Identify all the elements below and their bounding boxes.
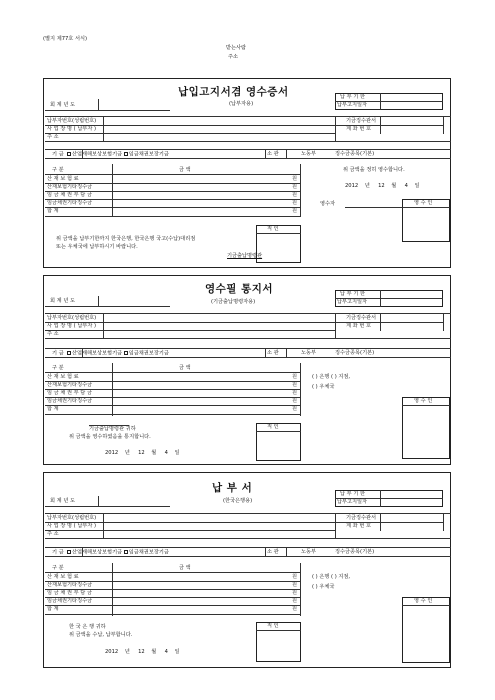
seal-label: 직 인 <box>267 226 279 232</box>
jurisdiction-label: 소 관 <box>267 549 279 555</box>
won: 원 <box>292 374 298 380</box>
seal-label: 직 인 <box>267 424 279 430</box>
address-label: 주 소 <box>47 331 59 337</box>
row-premium: 산 재 보 험 료 <box>47 574 79 580</box>
col-category: 구 분 <box>52 365 64 371</box>
jurisdiction-label: 소 관 <box>267 350 279 356</box>
stamp-box <box>402 397 450 459</box>
address-label: 주 소 <box>47 531 59 537</box>
recipient-address: 주소 <box>228 54 239 60</box>
col-category: 구 분 <box>52 167 64 173</box>
notice-date-label: 납부고지일자 <box>337 102 368 108</box>
issuer: 기금출납명령관 귀하 <box>89 426 136 432</box>
office-label: 기금징수관서 <box>346 515 377 521</box>
note-line-1: 위 금액을 납부기한까지 한국은행, 한국은행 국고(수납)대리점 <box>56 236 196 242</box>
won: 원 <box>292 582 298 588</box>
col-amount: 금 액 <box>179 167 191 173</box>
biz-name-label: 사 업 장 명 ( 납부자 ) <box>47 323 97 329</box>
col-amount: 금 액 <box>179 565 191 571</box>
won: 원 <box>292 382 298 388</box>
payment-date: 2012 년 12 월 4 일 <box>105 649 180 655</box>
row-other-1: 산재보험기타징수금 <box>47 184 93 190</box>
col-amount: 금 액 <box>179 365 191 371</box>
office-label: 기금징수관서 <box>346 315 377 321</box>
stamp-box <box>402 597 450 663</box>
type-label: 징수금종목(기본) <box>335 151 375 157</box>
row-other-2: 임금채권기타징수금 <box>47 200 93 206</box>
ministry-value: 노동부 <box>301 350 317 356</box>
stamp-label: 영 수 인 <box>414 398 433 404</box>
won: 원 <box>292 208 298 214</box>
won: 원 <box>292 200 298 206</box>
section-subtitle: (기금출납명령자용) <box>211 299 256 305</box>
bank-label: ( ) 은행 ( ) 지점, <box>312 374 351 380</box>
due-date-label: 납 부 기 한 <box>340 491 365 497</box>
fund-row: 기 금 산업재해보상보험기금 임금채권보장기금 <box>52 151 169 158</box>
row-other-1: 산재보험기타징수금 <box>47 582 93 588</box>
won: 원 <box>292 606 298 612</box>
row-premium: 산 재 보 험 료 <box>47 176 79 182</box>
section-title: 영수필 통지서 <box>205 283 274 295</box>
jurisdiction-label: 소 관 <box>267 151 279 157</box>
type-label: 징수금종목(기본) <box>335 549 375 555</box>
notice-date-label: 납부고지일자 <box>337 299 368 305</box>
stamp-label: 영 수 인 <box>414 598 433 604</box>
won: 원 <box>292 574 298 580</box>
won: 원 <box>292 390 298 396</box>
account-year-label: 회 계 년 도 <box>50 498 75 504</box>
fund-row: 기 금 산업재해보상보험기금 임금채권보장기금 <box>52 350 169 357</box>
col-category: 구 분 <box>52 565 64 571</box>
row-wage: 임 금 채 권 부 담 금 <box>47 590 92 596</box>
row-premium: 산 재 보 험 료 <box>47 374 79 380</box>
biz-no-label: 납부자번호(성립번호) <box>47 315 97 321</box>
form-code: (별지 제77호 서식) <box>43 36 88 42</box>
row-total: 합 계 <box>47 208 59 214</box>
acct-no-label: 계 좌 번 호 <box>346 523 371 529</box>
bank-label: ( ) 은행 ( ) 지점, <box>312 574 351 580</box>
won: 원 <box>292 176 298 182</box>
receipt-text: 위 금액을 정히 영수합니다. <box>343 167 405 173</box>
account-year-label: 회 계 년 도 <box>50 298 75 304</box>
won: 원 <box>292 590 298 596</box>
acct-no-label: 계 좌 번 호 <box>346 323 371 329</box>
row-other-2: 임금채권기타징수금 <box>47 598 93 604</box>
row-total: 합 계 <box>47 606 59 612</box>
receipt-date: 2012 년 12 월 4 일 <box>345 183 420 189</box>
issuer: 기금출납명령관 <box>227 253 263 259</box>
biz-no-label: 납부자번호(성립번호) <box>47 118 97 124</box>
ministry-value: 노동부 <box>301 151 317 157</box>
acct-no-label: 계 좌 번 호 <box>346 126 371 132</box>
type-label: 징수금종목(기본) <box>335 350 375 356</box>
won: 원 <box>292 184 298 190</box>
row-wage: 임 금 채 권 부 담 금 <box>47 390 92 396</box>
biz-name-label: 사 업 장 명 ( 납부자 ) <box>47 523 97 529</box>
note-line-2: 또는 우체국에 납부하시기 바랍니다. <box>56 244 138 250</box>
post-label: ( ) 우체국 <box>312 384 335 390</box>
won: 원 <box>292 406 298 412</box>
note-line-1: 위 금액을 수납, 납부합니다. <box>69 632 133 638</box>
won: 원 <box>292 598 298 604</box>
post-label: ( ) 우체국 <box>312 584 335 590</box>
fund-row: 기 금 산업재해보상보험기금 임금채권보장기금 <box>52 549 169 556</box>
notice-date: 2012 년 12 월 4 일 <box>105 450 180 456</box>
address-label: 주 소 <box>47 134 59 140</box>
office-label: 기금징수관서 <box>346 118 377 124</box>
biz-no-label: 납부자번호(성립번호) <box>47 515 97 521</box>
section-subtitle: (납부자용) <box>229 101 254 107</box>
notice-date-label: 납부고지일자 <box>337 499 368 505</box>
won: 원 <box>292 192 298 198</box>
biz-name-label: 사 업 장 명 ( 납부자 ) <box>47 126 97 132</box>
account-year-label: 회 계 년 도 <box>50 102 75 108</box>
row-total: 합 계 <box>47 406 59 412</box>
section-title: 납 부 서 <box>212 482 253 494</box>
seal-label: 직 인 <box>267 623 279 629</box>
section-subtitle: (한국은행용) <box>223 498 253 504</box>
due-date-label: 납 부 기 한 <box>340 94 365 100</box>
row-other-1: 산재보험기타징수금 <box>47 382 93 388</box>
section-title: 납입고지서겸 영수증서 <box>178 86 289 98</box>
row-wage: 임 금 채 권 부 담 금 <box>47 192 92 198</box>
receiver-label: 영수자 <box>320 201 336 207</box>
stamp-label: 영 수 인 <box>414 200 433 206</box>
note-line-1: 위 금액을 영수하였음을 통지합니다. <box>69 434 151 440</box>
won: 원 <box>292 398 298 404</box>
recipient-label: 받는사람 <box>226 45 247 51</box>
issuer: 한 국 은 행 귀하 <box>69 624 106 630</box>
ministry-value: 노동부 <box>301 549 317 555</box>
due-date-label: 납 부 기 한 <box>340 291 365 297</box>
row-other-2: 임금채권기타징수금 <box>47 398 93 404</box>
